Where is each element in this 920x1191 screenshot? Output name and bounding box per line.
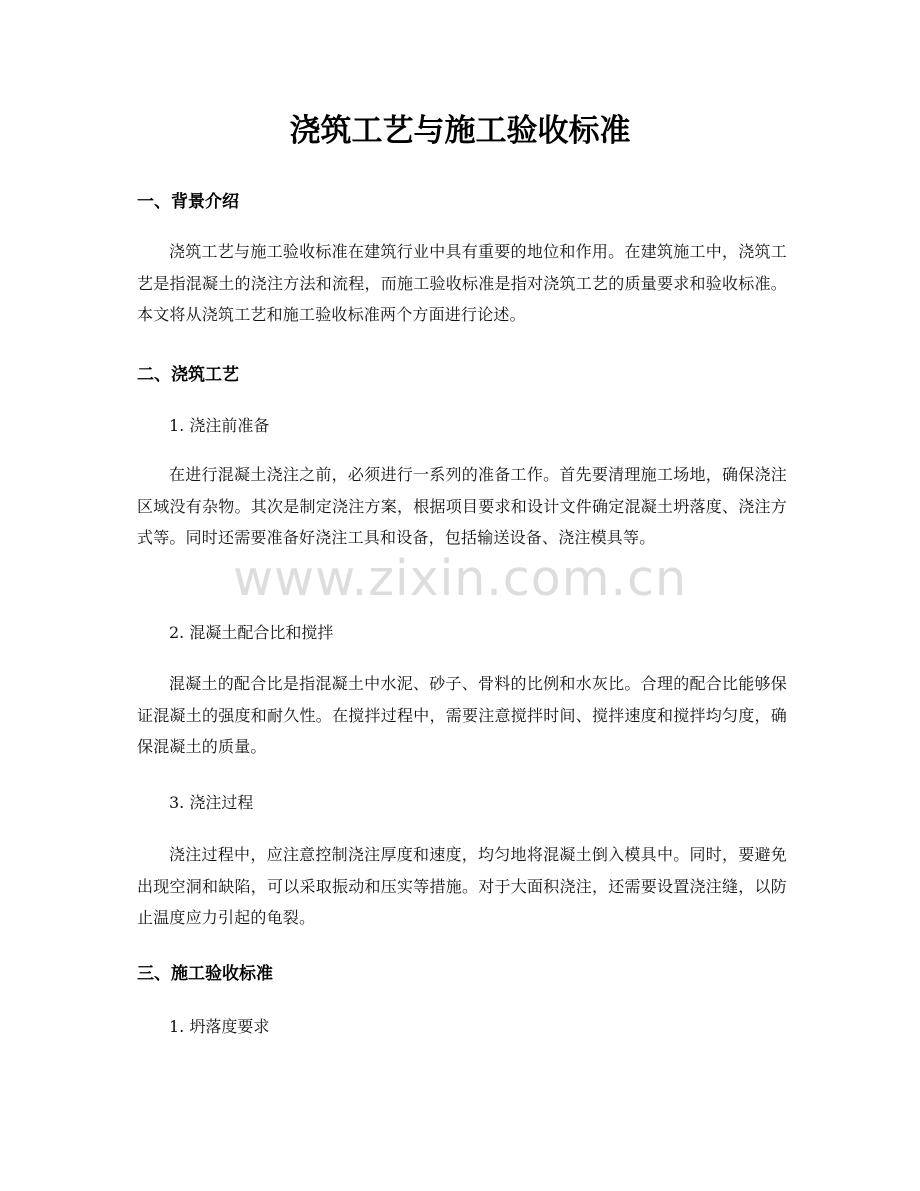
subsection-label-mix-ratio: 2. 混凝土配合比和搅拌 [169, 623, 334, 642]
subsection-label-pouring: 3. 浇注过程 [169, 793, 254, 812]
watermark-text: www.zixin.com.cn [232, 550, 688, 607]
section-heading-background: 一、背景介绍 [137, 192, 239, 212]
section-heading-pouring-process: 二、浇筑工艺 [137, 365, 239, 385]
section-heading-acceptance-standards: 三、施工验收标准 [137, 964, 273, 984]
subsection-label-slump: 1. 坍落度要求 [169, 1017, 270, 1036]
subsection-label-preparation: 1. 浇注前准备 [169, 416, 270, 435]
paragraph-background: 浇筑工艺与施工验收标准在建筑行业中具有重要的地位和作用。在建筑施工中，浇筑工艺是指混凝土的浇注方法和流程，而施工验收标准是指对浇筑工艺的质量要求和验收标准。本文将从浇筑工艺和施工验收标准两个方面进行论述。 [137, 242, 787, 324]
paragraph-mix-ratio: 混凝土的配合比是指混凝土中水泥、砂子、骨料的比例和水灰比。合理的配合比能够保证混凝土的强度和耐久性。在搅拌过程中，需要注意搅拌时间、搅拌速度和搅拌均匀度，确保混凝土的质量。 [137, 674, 787, 756]
page-title: 浇筑工艺与施工验收标准 [289, 113, 631, 149]
paragraph-preparation: 在进行混凝土浇注之前，必须进行一系列的准备工作。首先要清理施工场地，确保浇注区域没有杂物。其次是制定浇注方案，根据项目要求和设计文件确定混凝土坍落度、浇注方式等。同时还需要准备好浇注工具和设备，包括输送设备、浇注模具等。 [137, 465, 787, 547]
paragraph-pouring: 浇注过程中，应注意控制浇注厚度和速度，均匀地将混凝土倒入模具中。同时，要避免出现空洞和缺陷，可以采取振动和压实等措施。对于大面积浇注，还需要设置浇注缝，以防止温度应力引起的龟裂。 [137, 845, 787, 927]
